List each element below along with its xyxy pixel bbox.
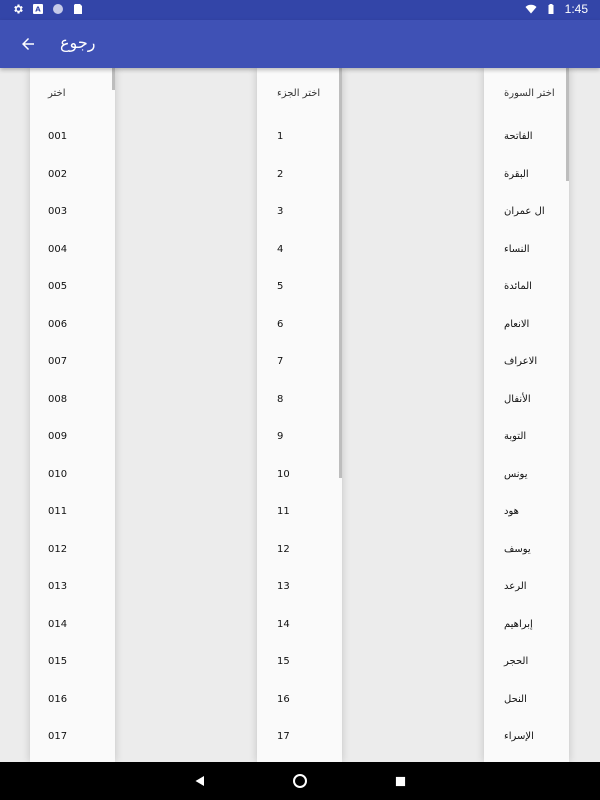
app-bar-title: رجوع <box>60 33 96 52</box>
surah-list-header: اختر السورة <box>504 87 555 99</box>
surah-list-item[interactable]: المائدة <box>504 281 532 293</box>
left-list[interactable] <box>30 68 115 762</box>
circle-icon <box>52 3 64 15</box>
left-list-item[interactable]: 006 <box>48 318 68 330</box>
recents-square-icon <box>395 776 406 787</box>
status-time: 1:45 <box>564 2 588 16</box>
surah-list-item[interactable]: النحل <box>504 693 527 705</box>
juz-list-scrollbar[interactable] <box>339 68 342 478</box>
app-bar <box>0 20 600 68</box>
gear-icon <box>12 3 24 15</box>
juz-list-item[interactable]: 3 <box>277 206 284 218</box>
juz-list-item[interactable]: 14 <box>277 618 290 630</box>
juz-list-item[interactable]: 10 <box>277 468 290 480</box>
status-bar <box>0 0 600 20</box>
left-list-scrollbar[interactable] <box>112 68 115 90</box>
left-list-item[interactable]: 008 <box>48 393 68 405</box>
wifi-icon <box>525 3 537 15</box>
nav-back-button[interactable] <box>190 771 210 791</box>
left-list-item[interactable]: 016 <box>48 693 68 705</box>
font-a-icon <box>32 3 44 15</box>
juz-list-item[interactable]: 2 <box>277 168 284 180</box>
left-list-item[interactable]: 004 <box>48 243 68 255</box>
left-list-item[interactable]: 005 <box>48 281 68 293</box>
juz-list-item[interactable]: 17 <box>277 731 290 743</box>
content-area <box>0 68 600 762</box>
surah-list-item[interactable]: النساء <box>504 243 530 255</box>
status-right <box>525 2 588 16</box>
juz-list-item[interactable]: 5 <box>277 281 284 293</box>
status-left-icons <box>12 3 84 15</box>
left-list-item[interactable]: 012 <box>48 543 68 555</box>
surah-list-item[interactable]: ال عمران <box>504 206 545 218</box>
surah-list-item[interactable]: يونس <box>504 468 528 480</box>
juz-list-item[interactable]: 16 <box>277 693 290 705</box>
surah-list[interactable] <box>484 68 569 762</box>
back-button[interactable] <box>12 28 44 60</box>
nav-home-button[interactable] <box>290 771 310 791</box>
left-list-item[interactable]: 011 <box>48 506 68 518</box>
juz-list-item[interactable]: 12 <box>277 543 290 555</box>
surah-list-item[interactable]: الفاتحة <box>504 131 533 143</box>
left-list-item[interactable]: 003 <box>48 206 68 218</box>
navigation-bar <box>0 762 600 800</box>
juz-list[interactable] <box>257 68 342 762</box>
surah-list-item[interactable]: البقرة <box>504 168 529 180</box>
surah-list-item[interactable]: هود <box>504 506 519 518</box>
sd-card-icon <box>72 3 84 15</box>
left-list-item[interactable]: 013 <box>48 581 68 593</box>
surah-list-item[interactable]: الرعد <box>504 581 527 593</box>
svg-text:A: A <box>35 5 41 14</box>
surah-list-scrollbar[interactable] <box>566 68 569 181</box>
surah-list-item[interactable]: إبراهيم <box>504 618 533 630</box>
back-triangle-icon <box>194 775 206 787</box>
left-list-item[interactable]: 009 <box>48 431 68 443</box>
battery-icon <box>545 3 557 15</box>
left-list-item[interactable]: 001 <box>48 131 68 143</box>
left-list-item[interactable]: 007 <box>48 356 68 368</box>
left-list-item[interactable]: 010 <box>48 468 68 480</box>
juz-list-item[interactable]: 7 <box>277 356 284 368</box>
surah-list-item[interactable]: الحجر <box>504 656 529 668</box>
juz-list-item[interactable]: 8 <box>277 393 284 405</box>
arrow-back-icon <box>19 35 37 53</box>
left-list-item[interactable]: 015 <box>48 656 68 668</box>
juz-list-item[interactable]: 1 <box>277 131 284 143</box>
left-list-item[interactable]: 017 <box>48 731 68 743</box>
juz-list-item[interactable]: 9 <box>277 431 284 443</box>
nav-recents-button[interactable] <box>390 771 410 791</box>
home-circle-icon <box>292 773 308 789</box>
juz-list-item[interactable]: 13 <box>277 581 290 593</box>
juz-list-item[interactable]: 15 <box>277 656 290 668</box>
surah-list-item[interactable]: يوسف <box>504 543 531 555</box>
surah-list-item[interactable]: الانعام <box>504 318 530 330</box>
surah-list-item[interactable]: التوبة <box>504 431 527 443</box>
juz-list-item[interactable]: 6 <box>277 318 284 330</box>
left-list-header: اختر <box>48 87 66 99</box>
juz-list-header: اختر الجزء <box>277 87 321 99</box>
juz-list-item[interactable]: 4 <box>277 243 284 255</box>
left-list-item[interactable]: 002 <box>48 168 68 180</box>
surah-list-item[interactable]: الأنفال <box>504 393 531 405</box>
left-list-item[interactable]: 014 <box>48 618 68 630</box>
juz-list-item[interactable]: 11 <box>277 506 290 518</box>
surah-list-item[interactable]: الاعراف <box>504 356 538 368</box>
surah-list-item[interactable]: الإسراء <box>504 731 534 743</box>
